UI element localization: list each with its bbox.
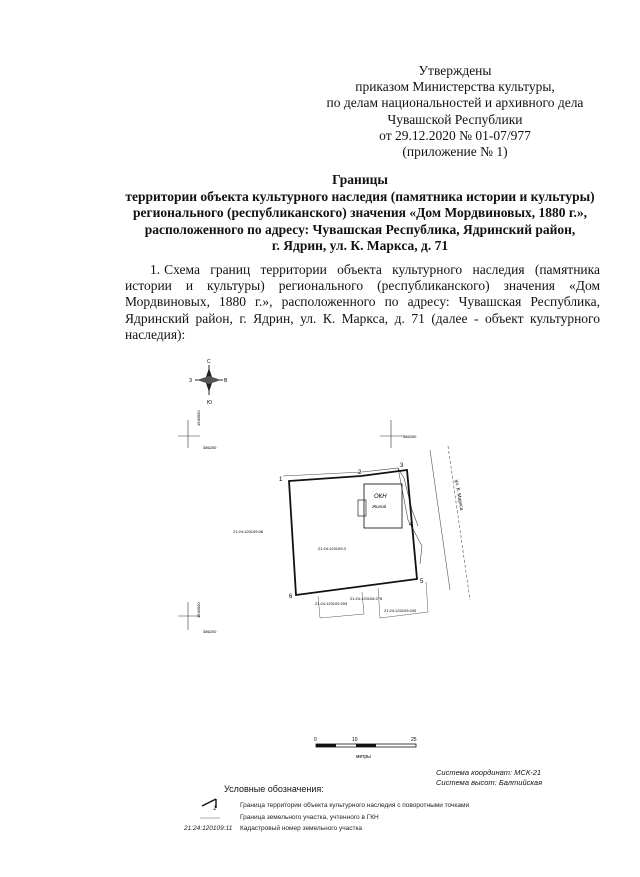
approval-line: приказом Министерства культуры, bbox=[355, 79, 555, 95]
building-porch bbox=[358, 500, 366, 516]
street-line bbox=[448, 446, 470, 600]
coord-system-line: Система координат: МСК-21 bbox=[436, 768, 542, 777]
street-label: ул. К. Маркса bbox=[453, 479, 465, 511]
cadastral-number: 21:24:120109:06 bbox=[233, 529, 264, 534]
title-line: территории объекта культурного наследия (памятника истории и культуры) bbox=[125, 188, 595, 204]
building-sublabel: Жилой bbox=[372, 504, 387, 509]
street-line bbox=[430, 450, 450, 590]
compass-icon bbox=[189, 359, 228, 406]
grid-cross-top-right bbox=[380, 420, 404, 448]
scale-tick: 0 bbox=[314, 737, 317, 743]
grid-label: 386250 bbox=[203, 445, 217, 450]
scale-tick: 10 bbox=[352, 737, 358, 743]
title-line: регионального (республиканского) значения «Дом Мордвиновых, 1880 г.», bbox=[133, 205, 587, 220]
paragraph-line: Мордвиновых, 1880 г.», расположенного по адресу: Чувашская Республика, bbox=[125, 294, 600, 310]
point-label: 5 bbox=[420, 579, 424, 585]
grid-label: 386200 bbox=[203, 629, 217, 634]
paragraph-line: 1. Схема границ территории объекта культурного наследия (памятника bbox=[150, 262, 600, 277]
point-label: 1 bbox=[279, 477, 283, 483]
compass-west: З bbox=[189, 378, 193, 384]
legend-item: Граница территории объекта культурного наследия с поворотными точками bbox=[240, 802, 470, 809]
point-label: 4 bbox=[409, 522, 413, 528]
approval-line: от 29.12.2020 № 01-07/977 bbox=[379, 127, 531, 143]
paragraph-number: 1. bbox=[150, 262, 161, 277]
approval-block bbox=[300, 63, 610, 160]
parcel-boundary bbox=[283, 468, 422, 564]
cadastral-number: 21:24:120109:209 bbox=[315, 601, 348, 606]
boundary-scheme bbox=[0, 350, 640, 780]
point-label: 2 bbox=[358, 470, 362, 476]
grid-label: 386250 bbox=[403, 434, 417, 439]
compass-east: В bbox=[224, 378, 228, 384]
paragraph-line: Ядринский район, г. Ядрин, ул. К. Маркса, д. 71 (далее - объект культурного bbox=[125, 310, 600, 326]
point-label: 3 bbox=[400, 463, 404, 469]
building-label: ОКН bbox=[374, 494, 387, 500]
approval-line: Чувашской Республики bbox=[387, 111, 523, 127]
paragraph-1 bbox=[125, 262, 600, 343]
compass-north: С bbox=[207, 359, 211, 365]
cadastral-number: 21:24:120108:278 bbox=[350, 596, 383, 601]
scale-bar bbox=[316, 744, 416, 747]
title-line: г. Ядрин, ул. К. Маркса, д. 71 bbox=[271, 238, 449, 253]
cadastral-number: 21:24:120109:3 bbox=[318, 546, 346, 551]
cadastral-number: 21:24:120109:240 bbox=[384, 608, 417, 613]
scale-tick: 25 bbox=[411, 737, 417, 743]
document-title bbox=[80, 172, 640, 255]
height-system-line: Система высот: Балтийская bbox=[436, 778, 543, 787]
grid-label: 1540000 bbox=[196, 602, 201, 618]
title-line: расположенного по адресу: Чувашская Республика, Ядринский район, bbox=[144, 221, 576, 237]
approval-line: Утверждены bbox=[418, 63, 492, 78]
legend-symbol-label: 1 bbox=[213, 805, 217, 812]
legend-item: Граница земельного участка, учтенного в ГКН bbox=[240, 814, 379, 821]
point-label: 6 bbox=[289, 594, 293, 600]
territory-boundary bbox=[289, 470, 417, 595]
legend-symbol-label: 21:24:120109:11 bbox=[184, 825, 233, 832]
legend-item: Кадастровый номер земельного участка bbox=[240, 825, 363, 832]
grid-label: 1540050 bbox=[196, 410, 201, 426]
compass-south: Ю bbox=[207, 400, 213, 406]
paragraph-line: наследия): bbox=[125, 326, 186, 342]
approval-line: (приложение № 1) bbox=[402, 144, 508, 160]
legend-title: Условные обозначения: bbox=[224, 784, 324, 794]
scale-unit: метры bbox=[356, 754, 371, 760]
paragraph-line: истории и культуры) регионального (республиканского) значения «Дом bbox=[125, 278, 600, 294]
approval-line: по делам национальностей и архивного дела bbox=[326, 95, 584, 111]
title-line: Границы bbox=[332, 172, 388, 187]
